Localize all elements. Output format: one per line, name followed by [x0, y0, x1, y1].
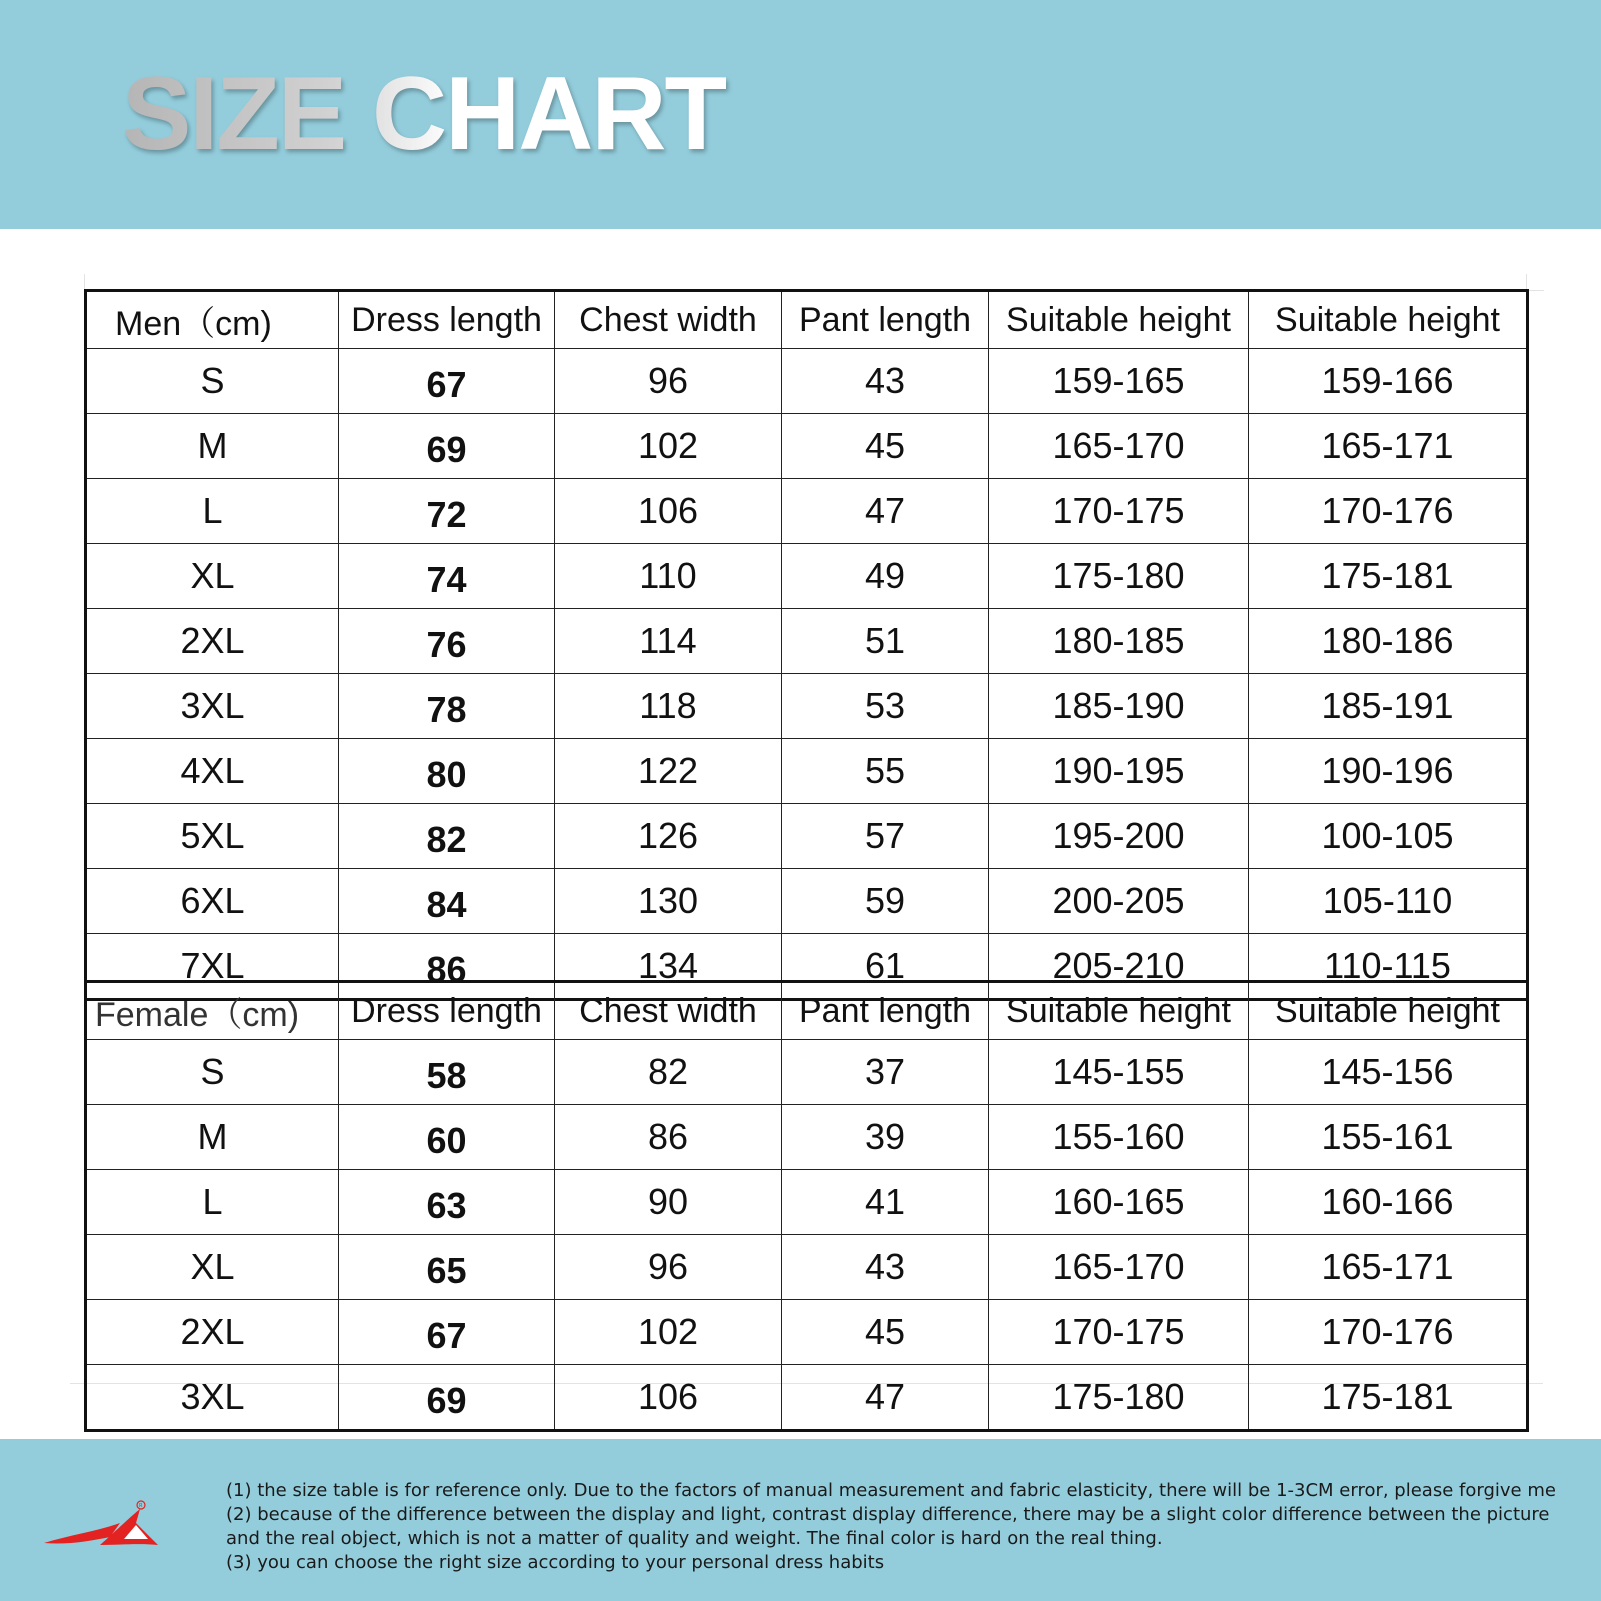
table-cell: 145-155: [989, 1040, 1249, 1105]
size-label: 2XL: [86, 609, 339, 674]
table-cell: 110: [555, 544, 782, 609]
table-cell: 67: [339, 349, 555, 414]
table-cell: 145-156: [1249, 1040, 1528, 1105]
table-cell: 82: [339, 804, 555, 869]
table-row: [86, 609, 1528, 674]
size-label: 5XL: [86, 804, 339, 869]
men-column-header: Dress length: [339, 291, 555, 349]
table-cell: 49: [782, 544, 989, 609]
table-cell: 170-176: [1249, 479, 1528, 544]
table-cell: 200-205: [989, 869, 1249, 934]
table-cell: 155-160: [989, 1105, 1249, 1170]
table-cell: 86: [339, 934, 555, 1000]
page-title: SIZE CHART: [122, 56, 726, 172]
table-cell: 72: [339, 479, 555, 544]
table-cell: 96: [555, 1235, 782, 1300]
table-cell: 90: [555, 1170, 782, 1235]
table-cell: 61: [782, 934, 989, 1000]
table-cell: 190-196: [1249, 739, 1528, 804]
table-cell: 185-190: [989, 674, 1249, 739]
table-cell: 185-191: [1249, 674, 1528, 739]
table-row: [86, 1300, 1528, 1365]
size-label: 2XL: [86, 1300, 339, 1365]
table-cell: 190-195: [989, 739, 1249, 804]
note-2: (2) because of the difference between the display and light, contrast display difference, there may be a slight color difference between the picture and the real object, which is not a matter of quality and weight. The final color is hard on the real thing.: [226, 1504, 1550, 1549]
table-cell: 160-165: [989, 1170, 1249, 1235]
female-header-row: [86, 982, 1528, 1040]
table-cell: 106: [555, 1365, 782, 1431]
size-label: M: [86, 1105, 339, 1170]
note-1: (1) the size table is for reference only. Due to the factors of manual measurement and fabric elasticity, there will be 1-3CM error, please forgive me: [226, 1480, 1556, 1501]
table-cell: 58: [339, 1040, 555, 1105]
table-cell: 69: [339, 1365, 555, 1431]
table-cell: 170-175: [989, 479, 1249, 544]
table-cell: 80: [339, 739, 555, 804]
men-header-row: [86, 291, 1528, 349]
table-cell: 69: [339, 414, 555, 479]
table-cell: 82: [555, 1040, 782, 1105]
table-cell: 195-200: [989, 804, 1249, 869]
table-cell: 67: [339, 1300, 555, 1365]
table-row: [86, 1365, 1528, 1431]
size-label: S: [86, 349, 339, 414]
table-cell: 155-161: [1249, 1105, 1528, 1170]
size-label: S: [86, 1040, 339, 1105]
table-cell: 43: [782, 1235, 989, 1300]
table-cell: 55: [782, 739, 989, 804]
table-cell: 122: [555, 739, 782, 804]
table-cell: 57: [782, 804, 989, 869]
table-cell: 159-166: [1249, 349, 1528, 414]
table-cell: 45: [782, 1300, 989, 1365]
men-column-header: Suitable height: [1249, 291, 1528, 349]
female-size-table: [84, 980, 1529, 1432]
men-column-header: Men（cm): [86, 291, 339, 349]
table-cell: 126: [555, 804, 782, 869]
table-row: [86, 414, 1528, 479]
table-cell: 160-166: [1249, 1170, 1528, 1235]
men-size-table: [84, 289, 1529, 1001]
bird-wing-logo-icon: [40, 1499, 165, 1559]
table-cell: 165-170: [989, 414, 1249, 479]
size-label: 6XL: [86, 869, 339, 934]
men-column-header: Suitable height: [989, 291, 1249, 349]
table-row: [86, 869, 1528, 934]
female-column-header: Suitable height: [989, 982, 1249, 1040]
size-label: 7XL: [86, 934, 339, 1000]
table-cell: 47: [782, 1365, 989, 1431]
table-cell: 175-180: [989, 544, 1249, 609]
table-cell: 96: [555, 349, 782, 414]
table-cell: 118: [555, 674, 782, 739]
table-row: [86, 1170, 1528, 1235]
table-cell: 114: [555, 609, 782, 674]
svg-text:R: R: [139, 1503, 143, 1509]
table-row: [86, 804, 1528, 869]
table-cell: 106: [555, 479, 782, 544]
header-band: [0, 0, 1601, 229]
note-3: (3) you can choose the right size according to your personal dress habits: [226, 1552, 885, 1573]
table-cell: 78: [339, 674, 555, 739]
men-column-header: Chest width: [555, 291, 782, 349]
table-cell: 134: [555, 934, 782, 1000]
table-cell: 86: [555, 1105, 782, 1170]
table-cell: 165-171: [1249, 1235, 1528, 1300]
table-cell: 170-176: [1249, 1300, 1528, 1365]
table-cell: 205-210: [989, 934, 1249, 1000]
table-cell: 175-181: [1249, 1365, 1528, 1431]
table-cell: 100-105: [1249, 804, 1528, 869]
size-label: L: [86, 1170, 339, 1235]
table-cell: 180-186: [1249, 609, 1528, 674]
table-row: [86, 1040, 1528, 1105]
female-column-header: Dress length: [339, 982, 555, 1040]
table-cell: 102: [555, 1300, 782, 1365]
table-cell: 175-180: [989, 1365, 1249, 1431]
table-cell: 165-170: [989, 1235, 1249, 1300]
footer-notes: [226, 1479, 1566, 1575]
table-cell: 60: [339, 1105, 555, 1170]
table-cell: 165-171: [1249, 414, 1528, 479]
female-column-header: Pant length: [782, 982, 989, 1040]
table-cell: 110-115: [1249, 934, 1528, 1000]
table-cell: 43: [782, 349, 989, 414]
table-cell: 76: [339, 609, 555, 674]
table-row: [86, 1105, 1528, 1170]
table-row: [86, 739, 1528, 804]
size-label: 3XL: [86, 1365, 339, 1431]
table-row: [86, 674, 1528, 739]
female-column-header: Suitable height: [1249, 982, 1528, 1040]
table-row: [86, 349, 1528, 414]
table-cell: 51: [782, 609, 989, 674]
table-cell: 102: [555, 414, 782, 479]
table-cell: 53: [782, 674, 989, 739]
table-cell: 59: [782, 869, 989, 934]
size-label: XL: [86, 1235, 339, 1300]
table-cell: 180-185: [989, 609, 1249, 674]
female-column-header: Female（cm): [86, 982, 339, 1040]
table-row: [86, 544, 1528, 609]
table-cell: 159-165: [989, 349, 1249, 414]
table-cell: 39: [782, 1105, 989, 1170]
table-cell: 170-175: [989, 1300, 1249, 1365]
table-cell: 175-181: [1249, 544, 1528, 609]
table-cell: 74: [339, 544, 555, 609]
table-cell: 37: [782, 1040, 989, 1105]
size-label: 4XL: [86, 739, 339, 804]
table-cell: 65: [339, 1235, 555, 1300]
men-column-header: Pant length: [782, 291, 989, 349]
table-row: [86, 1235, 1528, 1300]
table-row: [86, 479, 1528, 544]
table-cell: 47: [782, 479, 989, 544]
size-label: M: [86, 414, 339, 479]
footer-band: [0, 1439, 1601, 1601]
table-cell: 105-110: [1249, 869, 1528, 934]
size-label: L: [86, 479, 339, 544]
table-cell: 41: [782, 1170, 989, 1235]
table-cell: 130: [555, 869, 782, 934]
table-cell: 45: [782, 414, 989, 479]
female-column-header: Chest width: [555, 982, 782, 1040]
size-label: XL: [86, 544, 339, 609]
table-cell: 84: [339, 869, 555, 934]
table-cell: 63: [339, 1170, 555, 1235]
size-label: 3XL: [86, 674, 339, 739]
